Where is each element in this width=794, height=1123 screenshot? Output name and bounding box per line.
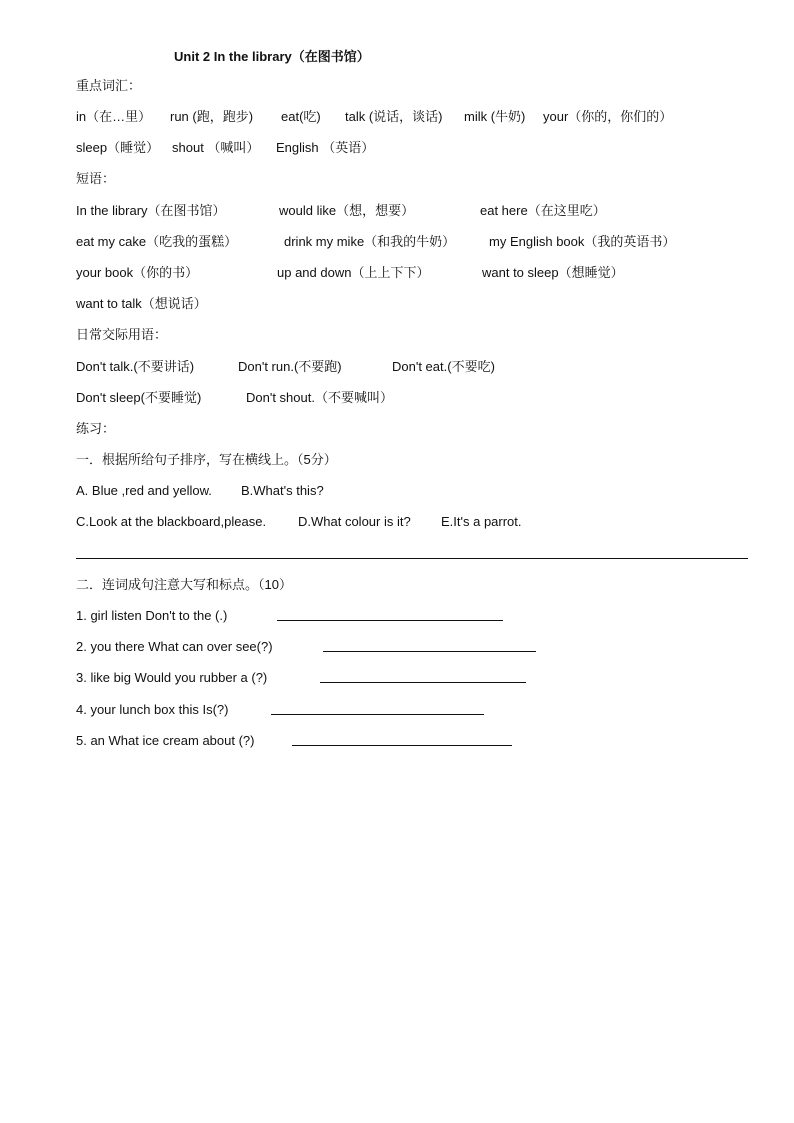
daily-dont-talk: Don't talk.(不要讲话) — [76, 359, 195, 374]
vocab-run: run (跑，跑步) — [170, 109, 254, 124]
vocab-heading: 重点词汇： — [76, 78, 142, 93]
section2-item-2-answer-line[interactable] — [323, 639, 536, 652]
section2-item-4-answer-line[interactable] — [271, 702, 484, 715]
page-title: Unit 2 In the library（在图书馆） — [174, 49, 370, 64]
vocab-in: in（在…里） — [76, 109, 152, 124]
vocab-milk: milk (牛奶) — [464, 109, 526, 124]
section2-item-5-answer-line[interactable] — [292, 733, 512, 746]
section1-option-c: C.Look at the blackboard,please. — [76, 514, 267, 529]
phrase-drink-my-mike: drink my mike（和我的牛奶） — [284, 234, 456, 249]
vocab-eat: eat(吃) — [281, 109, 321, 124]
phrase-eat-my-cake: eat my cake（吃我的蛋糕） — [76, 234, 238, 249]
section1-option-d: D.What colour is it? — [298, 514, 411, 529]
vocab-shout: shout （喊叫） — [172, 140, 260, 155]
vocab-talk: talk (说话，谈话) — [345, 109, 443, 124]
vocab-your: your（你的，你们的） — [543, 109, 673, 124]
section2-item-4-words: 4. your lunch box this Is(?) — [76, 702, 229, 717]
daily-dont-run: Don't run.(不要跑) — [238, 359, 342, 374]
section2-item-3-words: 3. like big Would you rubber a (?) — [76, 670, 268, 685]
phrase-in-the-library: In the library（在图书馆） — [76, 203, 226, 218]
daily-dont-eat: Don't eat.(不要吃) — [392, 359, 495, 374]
phrase-want-to-sleep: want to sleep（想睡觉） — [482, 265, 624, 280]
phrases-heading: 短语： — [76, 171, 116, 186]
daily-dont-sleep: Don't sleep(不要睡觉) — [76, 390, 202, 405]
section1-option-e: E.It's a parrot. — [441, 514, 522, 529]
section1-option-b: B.What's this? — [241, 483, 324, 498]
practice-heading: 练习： — [76, 421, 116, 436]
phrase-my-english-book: my English book（我的英语书） — [489, 234, 676, 249]
section2-item-5-words: 5. an What ice cream about (?) — [76, 733, 255, 748]
section2-heading: 二．连词成句注意大写和标点。（10） — [76, 577, 292, 592]
vocab-sleep: sleep（睡觉） — [76, 140, 160, 155]
section2-item-3-answer-line[interactable] — [320, 670, 526, 683]
phrase-your-book: your book（你的书） — [76, 265, 199, 280]
phrase-want-to-talk: want to talk（想说话） — [76, 296, 207, 311]
section1-heading: 一．根据所给句子排序，写在横线上。（5分） — [76, 452, 337, 467]
phrase-eat-here: eat here（在这里吃） — [480, 203, 606, 218]
section2-item-2-words: 2. you there What can over see(?) — [76, 639, 273, 654]
section1-option-a: A. Blue ,red and yellow. — [76, 483, 212, 498]
daily-dont-shout: Don't shout.（不要喊叫） — [246, 390, 393, 405]
vocab-english: English （英语） — [276, 140, 375, 155]
section1-answer-line[interactable] — [76, 558, 748, 559]
phrase-up-and-down: up and down（上上下下） — [277, 265, 430, 280]
daily-heading: 日常交际用语： — [76, 327, 168, 342]
phrase-would-like: would like（想，想要） — [279, 203, 415, 218]
section2-item-1-answer-line[interactable] — [277, 608, 503, 621]
section2-item-1-words: 1. girl listen Don't to the (.) — [76, 608, 228, 623]
